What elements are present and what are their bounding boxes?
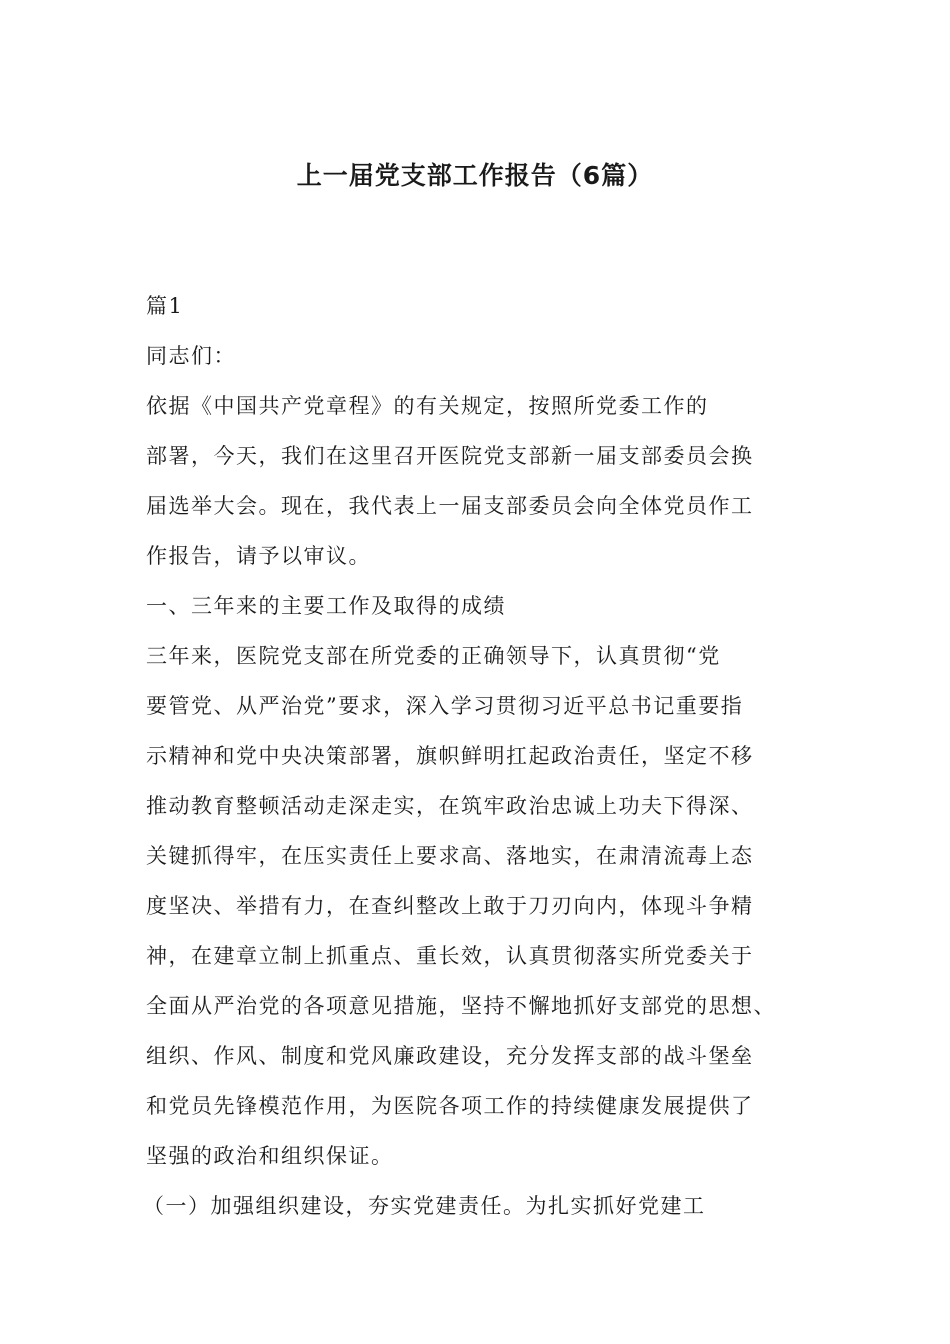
paragraph-line: 全面从严治党的各项意见措施，坚持不懈地抓好支部党的思想、 [146,994,776,1018]
paragraph-line: 组织、作风、制度和党风廉政建设，充分发挥支部的战斗堡垒 [146,1044,754,1068]
paragraph-line: 部署，今天，我们在这里召开医院党支部新一届支部委员会换 [146,444,754,468]
paragraph-line: 坚强的政治和组织保证。 [146,1144,394,1168]
paragraph-line: 作报告，请予以审议。 [146,544,371,568]
salutation: 同志们： [146,344,236,368]
document-title: 上一届党支部工作报告（6篇） [296,161,654,190]
paragraph-line: 推动教育整顿活动走深走实，在筑牢政治忠诚上功夫下得深、 [146,794,754,818]
paragraph-line: 和党员先锋模范作用，为医院各项工作的持续健康发展提供了 [146,1094,754,1118]
subsection-heading: （一）加强组织建设，夯实党建责任。为扎实抓好党建工 [143,1194,706,1218]
section-label: 篇1 [146,294,184,318]
paragraph-line: 关键抓得牢，在压实责任上要求高、落地实，在肃清流毒上态 [146,844,754,868]
document-body [143,281,786,1231]
paragraph-line: 三年来，医院党支部在所党委的正确领导下，认真贯彻“党 [146,644,721,668]
paragraph-line: 示精神和党中央决策部署，旗帜鲜明扛起政治责任，坚定不移 [146,744,754,768]
paragraph-line: 届选举大会。现在，我代表上一届支部委员会向全体党员作工 [146,494,754,518]
paragraph-line: 度坚决、举措有力，在查纠整改上敢于刀刃向内，体现斗争精 [146,894,754,918]
paragraph-line: 神，在建章立制上抓重点、重长效，认真贯彻落实所党委关于 [146,944,754,968]
section-heading: 一、三年来的主要工作及取得的成绩 [146,594,506,618]
paragraph-line: 要管党、从严治党”要求，深入学习贯彻习近平总书记重要指 [146,694,744,718]
paragraph-line: 依据《中国共产党章程》的有关规定，按照所党委工作的 [146,394,709,418]
